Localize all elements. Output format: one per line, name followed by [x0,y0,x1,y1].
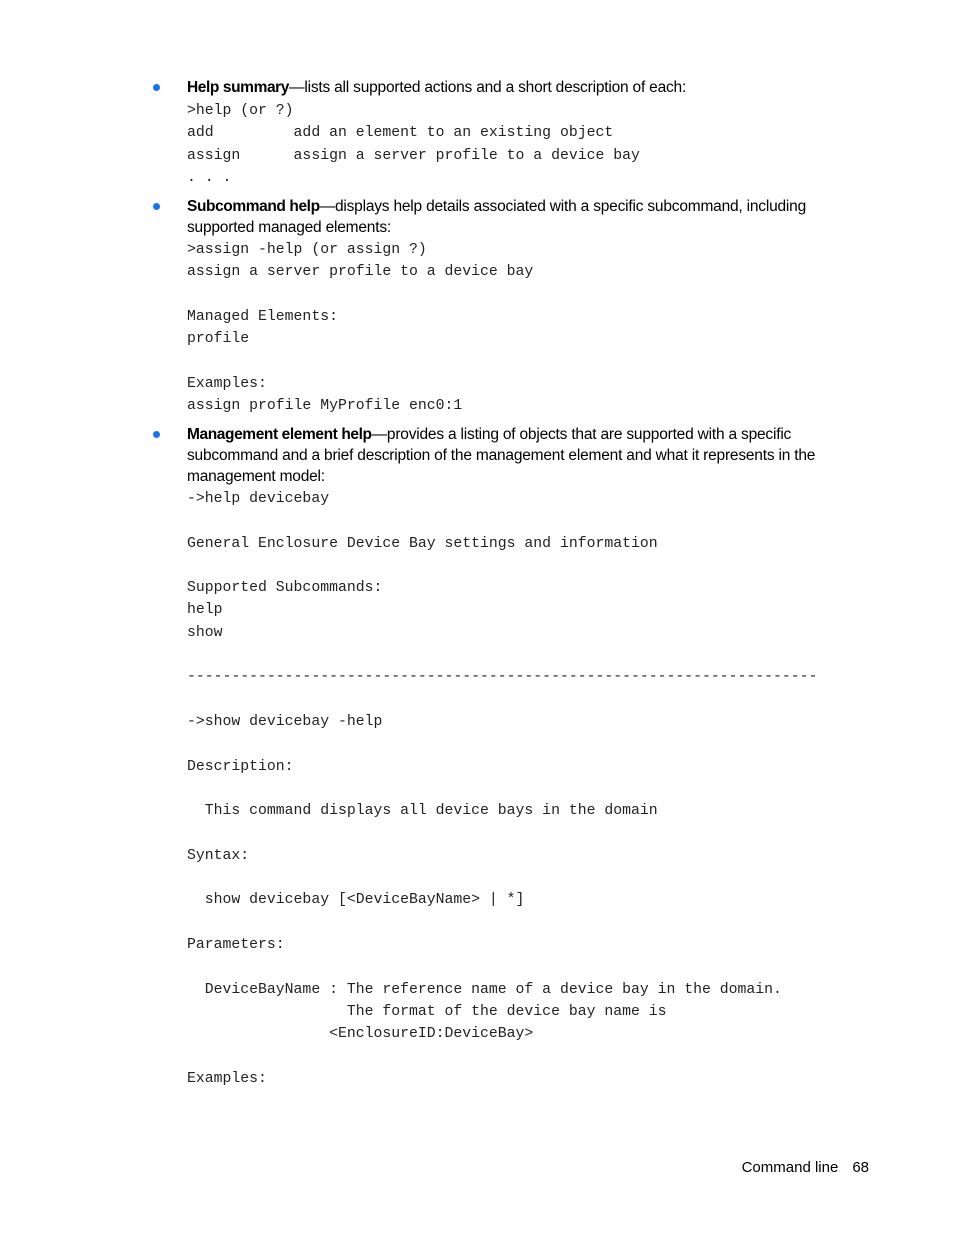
page-footer [742,1158,869,1178]
bullet-text-management-element-help [187,424,847,487]
footer-section-title: Command line [741,1159,839,1176]
bullet-marker-management-element-help [153,431,160,438]
bullet-text-subcommand-help [187,196,847,238]
description-management-element-help: —provides a listing of objects that are supported with a specific subcommand and a brief description of the management element and what it represents in the management model: [187,426,816,485]
description-help-summary: —lists all supported actions and a short description of each: [289,79,687,96]
code-block-subcommand-help: >assign -help (or assign ?) assign a server profile to a device bay Managed Elements: profile Examples: assign profile MyProfile enc0:1 [187,242,534,415]
bullet-marker-help-summary [153,84,160,91]
footer-page-number: 68 [852,1159,869,1176]
bullet-text-help-summary [187,77,847,98]
description-subcommand-help: —displays help details associated with a specific subcommand, including supported managed elements: [187,198,807,236]
bullet-marker-subcommand-help [153,203,160,210]
term-subcommand-help: Subcommand help [187,198,320,215]
code-block-management-element-help: ->help devicebay General Enclosure Device Bay settings and information Supported Subcommands: help show ----------------------------------------------------------------------- ->show devicebay -help Description: This command displays all device bays in the domain Syntax: show devicebay [<DeviceBayName> | *] Parameters: DeviceBayName : The reference name of a device bay in the domain. The format of the device bay name is <EnclosureID:DeviceBay> Examples: [187,491,818,1087]
term-management-element-help: Management element help [187,426,372,443]
term-help-summary: Help summary [187,79,290,96]
code-block-help-summary: >help (or ?) add add an element to an existing object assign assign a server profile to a device bay . . . [187,103,640,186]
